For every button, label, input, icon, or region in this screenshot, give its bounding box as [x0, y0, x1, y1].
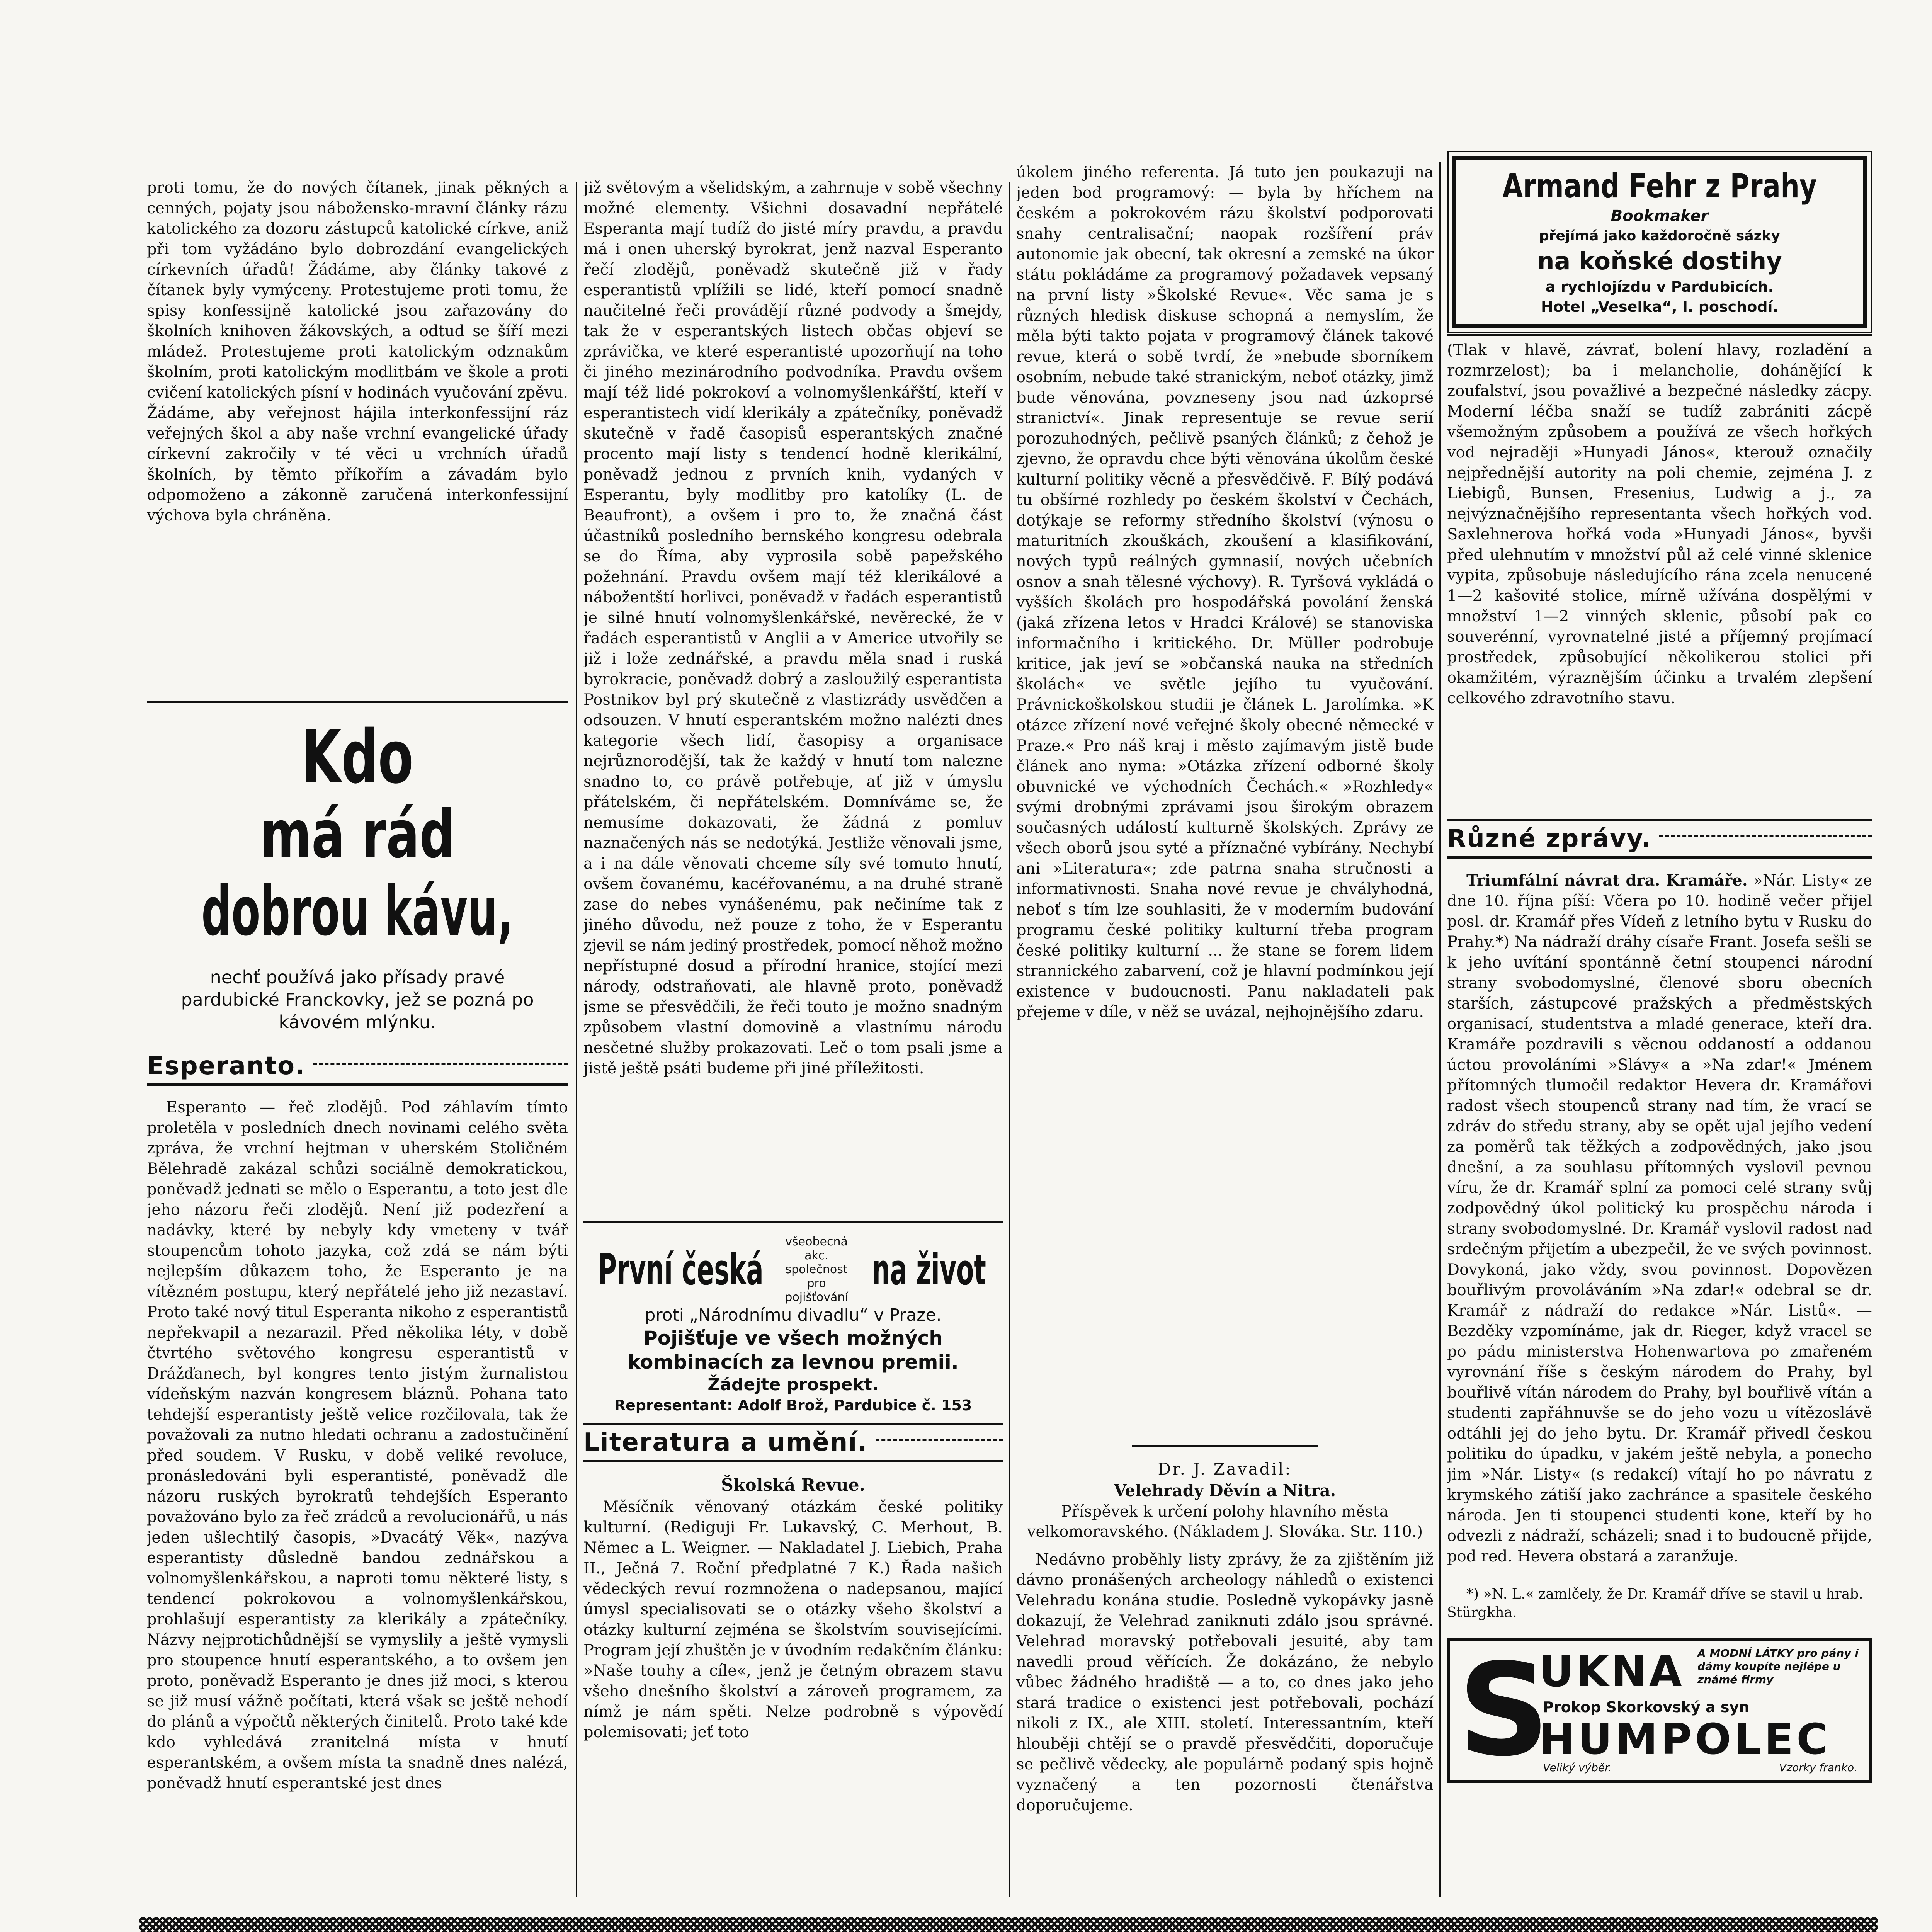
author-signature: Dr. J. Zavadil: [1158, 1459, 1292, 1478]
ad-kdo: Kdo [301, 714, 413, 800]
book-subtitle: Příspěvek k určení polohy hlavního města velkomoravského. (Nákladem J. Slováka. Str. 110.) [1027, 1503, 1423, 1541]
sukna-ad [1447, 1638, 1872, 1783]
section-title: Esperanto. [147, 1052, 306, 1080]
divider [583, 1221, 1003, 1223]
ad-ma-rad: má rád [260, 796, 455, 873]
divider [1447, 334, 1872, 336]
column-2 [583, 178, 1003, 1909]
fehr-ad [1452, 156, 1867, 328]
column-4 [1447, 151, 1872, 1913]
ins-small: všeobecná akc. společnost pro pojišťování [785, 1235, 848, 1304]
ins-line5: Representant: Adolf Brož, Pardubice č. 153 [614, 1397, 972, 1414]
article-intro: proti tomu, že do nových čítanek, jinak pěkných a cenných, pojaty jsou nábožensko-mravní články rázu katolického za dozoru zástupců katolické církve, aniž při tom vyžádáno bylo dobrozdání evangelických církevních úřadů! Žádáme, aby články takové z čítanek byly vymýceny. Protestujeme proti tomu, že spisy konfessijně katolické jsou zařazovány do školních knihoven žákovských, a odtud se šíří mezi mládež. Protestujeme proti katolickým odznakům školním, proti katolickým modlitbám ve škole a proti cvičení katolických písní v hodinách vyučování zpěvu. Žádáme, aby veřejnost hájila interkonfessijní ráz veřejných škol a aby naše vrchní evangelické úřady církevní zakročily v té věci u vrchních úřadů školních, by těmto příkořím a závadám bylo odpomoženo a zákonně zaručená interkonfessijní výchova byla chráněna. [147, 179, 568, 524]
section-literatura [583, 1423, 1003, 1462]
coffee-ad [147, 703, 568, 1045]
sukna-word: UKNA [1539, 1647, 1684, 1696]
article-esperanto: Esperanto — řeč zlodějů. Pod záhlavím tímto proletěla v posledních dnech novinami celého světa zpráva, že vrchní hejtman v uherském Stoličném Bělehradě zakázal schůzi sociálně demokratickou, poněvadž jednati se mělo o Esperantu, a toto jest dle jeho názoru řeči zlodějů. Není již podezření a nadávky, které by nebyly kdy vmeteny v tvář stoupencům tohoto jazyka, což zdá se nám býti nejlepším důkazem toho, že Esperanto je na vítězném postupu, který nepřátelé jeho již nezastaví. Proto také nový titul Esperanta nikoho z esperantistů nepřekvapil a nezarazil. Před několika léty, v době čtvrtého světového kongresu esperantistů v Drážďanech, byl kongres tento jistým žurnalistou vídeňským nazván kongresem bláznů. Pohana tato tehdejší esperantisty ještě velice rozčilovala, tak že považovali za nutno hledati ochranu a zadostučinění před soudem. V Rusku, v době veliké revoluce, pronásledováni byli esperantisté, poněvadž dle názoru ruských byrokratů tehdejších Esperanto považováno bylo za řeč zrádců a revolucionářů, u nás jeden ušlechtilý časopis, »Dvacátý Věk«, nazýva esperantisty důsledně bandou zednářskou a volnomyšlenkářskou, a naproti tomu některé listy, s tendencí pokrokovou a volnomyšlenkářskou, prohlašují esperantisty za klerikály a zpátečníky. Názvy nejprotichůdnější se vymyslily a ještě vymysli pro stoupence hnutí esperantského, a to ovšem jen proto, poněvadž Esperanto je dnes již moci, s kterou se již musí vážně počítati, která však se ještě nehodí do plánů a výpočtů některých činitelů. Proto také kde kdo vyhledává zranitelná místa v hnutí esperantském, a ovšem místa ta snadně dnes nalézá, poněvadž hnutí esperantské jest dnes [147, 1099, 568, 1792]
section-esperanto [147, 1049, 568, 1086]
column-rule [1009, 182, 1010, 1897]
ins-na-zivot: na život [872, 1245, 986, 1294]
bank-ad-border [139, 1917, 1878, 1932]
ins-line3: Pojišťuje ve všech možných kombinacích za levnou premii. [628, 1327, 959, 1373]
fehr-sub3: na koňské dostihy [1537, 247, 1782, 275]
hunyadi-ad: (Tlak v hlavě, závrať, bolení hlavy, rozladění a rozmrzelost); ba i melancholie, dohánějící k zoufalství, jsou považlivé a bezpečné následky zácpy. Moderní léčba snaží se tudíž zabrániti zácpě všemožným způsobem a používá ze všech hořkých vod nejraději »Hunyadi János«, kterouž označily nejpřednější autority na poli chemie, zejména J. z Liebigů, Bunsen, Fresenius, Ludwig a j., za nejvýznačnějšího representanta všech hořkých vod. Saxlehnerova hořká voda »Hunyadi János«, byvši před ulehnutím v množství půl až celé vinné sklenice vypita, způsobuje následujícího rána zcela nenucené 1—2 kašovité stolice, mírně užívána dospělými v množství 1—2 vinných sklenic, působí pak co souverénní, vyrovnatelné jisté a příjemný projímací prostředek, způsobující několikerou stolici při okamžitém, výraznějším účinku a trvalém zlepšení celkového zdravotního stavu. [1447, 341, 1872, 707]
sukna-choice: Veliký výběr. [1543, 1761, 1612, 1774]
sukna-tagline: A MODNÍ LÁTKY pro pány i dámy koupíte nejlépe u známé firmy [1697, 1647, 1859, 1686]
fehr-sub2: přejímá jako každoročně sázky [1539, 228, 1780, 244]
column-1 [147, 178, 568, 1905]
fehr-sub4: a rychlojízdu v Pardubicích. [1545, 278, 1774, 295]
column-3 [1016, 162, 1434, 1909]
column-rule [1439, 162, 1441, 1897]
section-title: Literatura a umění. [583, 1428, 868, 1457]
sukna-samples: Vzorky franko. [1779, 1761, 1857, 1774]
fehr-sub5: Hotel „Veselka“, I. poschodí. [1541, 298, 1778, 315]
fehr-sub1: Bookmaker [1611, 207, 1709, 225]
article-skolska-revue: Měsíčník věnovaný otázkám české politiky kulturní. (Rediguji Fr. Lukavský, C. Merhout, B. Němec a L. Weigner. — Nakladatel J. Liebich, Praha II., Ječná 7. Roční předplatné 7 K.) Řada našich vědeckých revuí rozmnožena o nadepsanou, mající úmysl specialisovati se o otázky všeho školství a otázky kulturní zejména se školstvím souvisejícími. Program její zhuštěn je v úvodním redakčním článku: »Naše touhy a cíle«, jenž je četným obrazem stavu všeho dnešního školství a zároveň programem, za nímž je nám spěti. Nelze podrobně s výpovědí polemisovati; jeť toto [583, 1498, 1003, 1741]
divider [1132, 1445, 1318, 1447]
article-kramar [1447, 870, 1872, 1577]
sukna-firm: Prokop Skorkovský a syn [1543, 1699, 1750, 1716]
article-velehrady: Nedávno proběhly listy zprávy, že za zjištěním již dávno pronášených archeology náhledů o existenci Velehradu konána studie. Posledně vykopávky jasně dokazují, že Velehrad zaniknuti zdálo jsou správné. Velehrad moravský potřebovali jesuité, aby tam navedli proud věřících. Že dokázáno, že nebylo vůbec žádného hradiště — a to, co dnes jako jeho stará tradice o existenci jest potřebovali, pochází nikoli z IX., ale XIII. století. Interessantním, kteří hlouběji chtějí se o pravdě přesvědčiti, doporučuje se pečlivě vědecky, ale populárně podaný spis hojně vyznačený a ten pozornosti čtenářstva doporučujeme. [1016, 1551, 1434, 1814]
sukna-city: HUMPOLEC [1539, 1714, 1831, 1764]
ad-dobrou-kavu: dobrou kávu, [201, 872, 514, 951]
ins-line4: Žádejte prospekt. [707, 1375, 879, 1395]
book-title: Velehrady Děvín a Nitra. [1114, 1481, 1336, 1500]
news-body: »Nár. Listy« ze dne 10. října píší: Včera po 10. hodině večer přijel posl. dr. Kramář přes Vídeň z letního bytu v Rusku do Prahy.*) Na nádraží dráhy císaře Frant. Josefa sešli se k jeho uvítání spontánně četní stoupenci národní strany svobodomyslné, členové sboru obecních starších, zástupcové pražských a předměstských organisací, studentstva a mladé generace, kteří dra. Kramáře pozdravili s věcnou oddaností a oddanou úctou provoláními »Slávy« a »Na zdar!« Jménem přítomných tlumočil redaktor Hevera dr. Kramářovi radost všech stoupenců strany nad tím, že vrací se zdráv do středu strany, aby se opět ujal jejího vedení za poměrů tak těžkých a zodpovědných, jako jsou dnešní, a za souhlasu přítomných vyslovil pevnou víru, že dr. Kramář splní za pomoci celé strany svůj zodpovědný úkol politický ku prospěchu národa i strany svobodomyslné. Dr. Kramář vyslovil radost nad srdečným přijetím a ubezpečil, že ve svých povinnost. Dovykoná, jako vždy, svou povinnost. Dopovězen bouřlivým provoláváním »Na zdar!« odebral se dr. Kramář z nádraží do redakce »Nár. Listů«. — Bezděky vzpomínáme, jak dr. Rieger, když vracel se po pádu ministerstva Hohenwartova po zmařeném vyrovnání říše s českým národem do Prahy, byl bouřlivě vítán národem do Prahy, byl bouřlivě vítán a studenti zapřáhnuvše se do jeho vozu u vítězoslávě odtáhli jej do jeho bytu. Dr. Kramář přivedl českou politiku do úpadku, v jakém ještě nebyla, a ponecho jim »Nár. Listy« (s redakcí) vítají ho po návratu z krymského zátiší jako zachránce a spasitele českého národa. Jen ti stoupenci studenti kone, kteří by ho odvezli z nádraží, scházeli; snad i to budoucně přijde, pod red. Hevera obstará a zaranžuje. [1447, 872, 1872, 1565]
section-ruzne-zpravy [1447, 819, 1872, 859]
ornament [1659, 835, 1872, 843]
section-title: Různé zprávy. [1447, 825, 1652, 853]
ornament [313, 1063, 568, 1070]
article-esperanto-cont: již světovým a všelidským, a zahrnuje v sobě všechny možné elementy. Všichni dosavadní nepřátelé Esperanta mají tudíž do jisté míry pravdu, a pravdu má i onen uherský byrokrat, jenž nazval Esperanto řečí zlodějů, poněvadž skutečně již v řady esperantistů vplížili se lidé, kteří pomocí snadně naučitelné řeči provádějí různé podvody a šmejdy, tak že v esperantských listech občas objeví se zprávička, ve které esperantisté upozorňují na toho či jiného mezinárodního podvodníka. Pravdu ovšem mají též lidé pokrokoví a volnomyšlenkářští, kteří v esperantistech vidí klerikály a zpátečníky, poněvadž skutečně v řadě časopisů esperantských značné procento mají listy s tendencí hodně klerikální, poněvadž jednou z prvních knih, vydaných v Esperantu, byly modlitby pro katolíky (L. de Beaufront), a ovšem i pro to, že značná část účastníků posledního bernského kongresu odebrala se do Říma, aby vyprosila sobě papežského požehnání. Pravdu ovšem mají též klerikálové a nábožentští horlivci, poněvadž v řadách esperantistů je silné hnutí volnomyšlenkářské, nevěrecké, že v řadách esperantistů v Anglii a v Americe utvořily se již i lože zednářské, a pravdu měla snad i ruská byrokracie, poněvadž dobrý a zasloužilý esperantista Postnikov byl prý skutečně z vlastizrády usvědčen a odsouzen. V hnutí esperantském možno nalézti dnes kategorie všech lidí, časopisy a organisace nejrůznorodější, tak že každý v hnutí tom nalezne snadno to, co právě potřebuje, ať již v úmyslu přátelském, či nepřátelském. Domníváme se, že nemusíme dokazovati, že žádná z pomluv naznačených nás se nedotýká. Jestliže věnovali jsme, a i na dále věnovati chceme síly své tomuto hnutí, ovšem čovanému, kacéřovanému, a na druhé straně zase do nebes vynášenému, pak nečiníme tak z jiného důvodu, než pouze z toho, že v Esperantu zjevil se nám jediný prostředek, pomocí něhož možno nepřístupné dosud a přírodní hranice, stojící mezi národy, odstraňovati, ale hlavně proto, poněvadž jsme se přesvědčili, že řeči touto je možno snadným způsobem vlastní domovině a vlastnímu národu nesčetné služby prokazovati. Leč o tom psali jsme a jistě ještě psáti budeme při jiné příležitosti. [583, 179, 1003, 1077]
footnote: *) »N. L.« zamlčely, že Dr. Kramář dříve se stavil u hrab. Stürgkha. [1447, 1586, 1863, 1621]
column-rule [576, 182, 577, 1897]
subsection-title: Školská Revue. [721, 1475, 865, 1495]
insurance-ad [583, 1231, 1003, 1419]
ins-prvni-ceska: První česká [598, 1245, 764, 1294]
news-title: Triumfální návrat dra. Kramáře. [1466, 871, 1748, 889]
fehr-title: Armand Fehr z Prahy [1502, 167, 1817, 206]
ins-line2: proti „Národnímu divadlu“ v Praze. [645, 1305, 942, 1325]
article-skolska-revue-cont: úkolem jiného referenta. Já tuto jen poukazuji na jeden bod programový: — byla by hříchem na českém a pokrokovém rázu školství podporovati snahy centralisační; naopak rozšíření práv autonomie jak obecní, tak okresní a zemské na úkor státu pokládáme za programový požadavek vepsaný na první listy »Školské Revue«. Věc sama je s různých hledisk diskuse schopná a nemyslím, že měla býti takto pojata v programový článek takové revue, která o sobě tvrdí, že »nebude sborníkem osobním, nebude také stranickým, neboť otázky, jimž bude věnována, povzneseny jsou nad úzkoprsé stranictví«. Jinak representuje se revue serií porozuhodných, pečlivě psaných článků; z čehož je zjevno, že opravdu chce býti věnována úkolům české kulturní politiky věcně a přesvědčivě. F. Bílý podává tu obšírné rozhledy po českém školství v Čechách, dotýkaje se reformy středního školství (výnosu o maturitních zkouškách, zkoušení a klasifikování, nových typů reálných gymnasií, nových učebních osnov a snah tělesné výchovy). R. Tyršová vykládá o vyšších školách pro hospodářská povolání ženská (jaká zřízena letos v Hradci Králové) se stanoviska informačního i kritického. Dr. Müller podrobuje kritice, jak jeví se »občanská nauka na středních školách« ve světle jejího tu vyučování. Právnickoškolskou studii je článek L. Jarolímka. »K otázce zřízení nové veřejné školy obecné německé v Praze.« Pro náš kraj i město zajímavým jistě bude článek ano nyma: »Otázka zřízení odborné školy obuvnické ve východních Čechách.« »Rozhledy« svými drobnými zprávami jsou širokým obrazem současných událostí kulturně školských. Zprávy ze všech oborů jsou syté a příznačné vybírány. Nechybí ani »Literatura«; zde patrna snaha stručnosti a informativnosti. Snaha nové revue je chvályhodná, neboť s tím lze souhlasiti, že v moderním budování programu české politiky kulturní třeba program české politiky kulturní ... že stane se forem lidem strannického zabarvení, což je hlavní podmínkou její existence v budoucnosti. Panu nakladateli pak přejeme v díle, v něž se uvázal, nejhojnějšího zdaru. [1016, 163, 1434, 1021]
ornament [876, 1439, 1003, 1446]
sukna-initial: S [1458, 1636, 1550, 1784]
ad-small-text: nechť používá jako přísady pravé pardubické Franckovky, jež se pozná po kávovém mlýnku. [181, 967, 534, 1032]
